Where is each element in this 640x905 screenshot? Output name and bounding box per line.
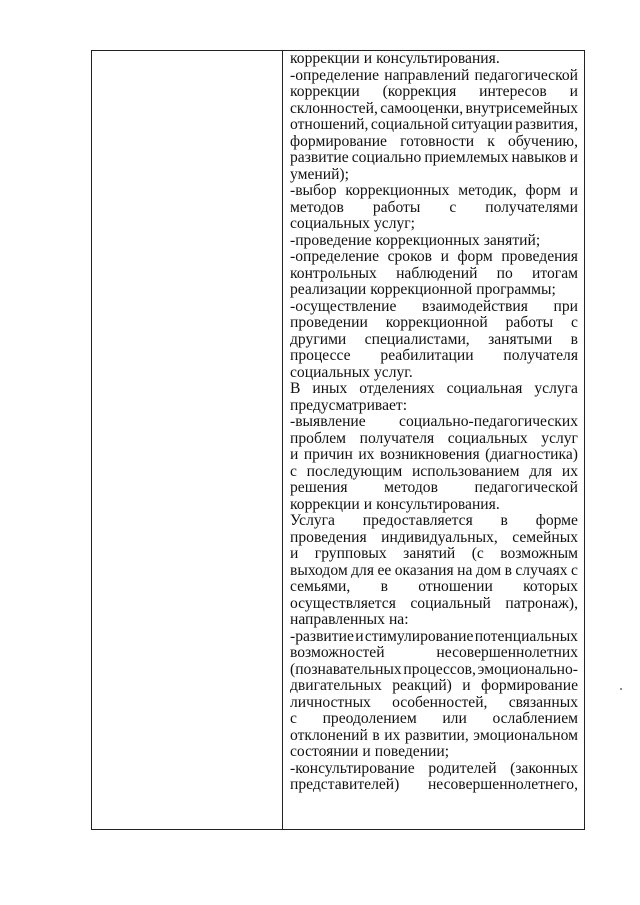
text-line xyxy=(290,167,578,184)
word: личностных xyxy=(290,693,371,711)
text-line xyxy=(290,728,578,745)
word: формирование xyxy=(290,132,387,150)
word: -проведение xyxy=(290,231,372,249)
word: -осуществление xyxy=(290,297,397,315)
word: отделениях xyxy=(359,380,435,397)
word: использованием xyxy=(411,462,520,480)
word: семьями, xyxy=(290,578,351,595)
word: несовершеннолетних xyxy=(436,644,578,661)
word: (законных xyxy=(510,759,578,777)
text-line xyxy=(290,414,578,431)
word: -развитие xyxy=(290,627,354,645)
text-line xyxy=(290,662,578,679)
word: или xyxy=(442,710,467,727)
word: специалистами, xyxy=(364,330,470,348)
word: (познавательных xyxy=(290,660,402,678)
word: индивидуальных, xyxy=(381,528,498,546)
word: в xyxy=(500,512,508,529)
table-right-column xyxy=(283,51,584,829)
word: педагогической xyxy=(474,479,578,496)
word: методов xyxy=(384,479,438,496)
word: реабилитации xyxy=(380,347,474,364)
word: преодолением xyxy=(322,710,417,727)
text-line xyxy=(290,68,578,85)
text-line xyxy=(290,546,578,563)
word: возникновения xyxy=(379,446,480,463)
word: направленных xyxy=(290,611,385,628)
word: реакций) xyxy=(392,677,452,694)
word: предусматривает: xyxy=(290,396,408,414)
text-line xyxy=(290,612,578,629)
word: коррекционной xyxy=(370,281,473,298)
word: развития, xyxy=(515,116,578,133)
word: форм xyxy=(457,248,493,265)
word: склонностей, xyxy=(290,99,378,117)
text-line xyxy=(290,513,578,530)
text-line xyxy=(290,678,578,695)
text-line xyxy=(290,596,578,613)
word: консультирования. xyxy=(376,51,500,67)
word: на xyxy=(457,561,473,579)
word: проведения xyxy=(290,528,367,546)
word: услуга xyxy=(534,380,578,397)
word: коррекции xyxy=(290,51,360,67)
word: к xyxy=(487,132,495,150)
text-line xyxy=(290,761,578,778)
text-line xyxy=(290,629,578,646)
word: иных xyxy=(312,380,348,397)
word: процессов, xyxy=(403,660,476,678)
word: занятий xyxy=(403,545,456,562)
word: социальный xyxy=(410,594,491,612)
text-line xyxy=(290,282,578,299)
word: проведения xyxy=(501,248,578,265)
word: работы xyxy=(505,314,554,331)
word: занятий; xyxy=(483,231,541,249)
word: несовершеннолетнего, xyxy=(427,776,578,793)
word: двигательных xyxy=(290,677,382,694)
text-line xyxy=(290,150,578,167)
word: связанных xyxy=(508,693,578,711)
text-line xyxy=(290,365,578,382)
word: и xyxy=(363,51,373,67)
text-line xyxy=(290,381,578,398)
text-line xyxy=(290,315,578,332)
word: социальная xyxy=(446,380,523,397)
text-line xyxy=(290,299,578,316)
word: ослаблением xyxy=(492,710,578,727)
word: консультирования. xyxy=(376,495,500,513)
word: наблюдений xyxy=(396,264,478,282)
word: и xyxy=(569,149,578,166)
word: отношений, xyxy=(290,116,369,133)
word: и xyxy=(355,627,364,645)
text-line xyxy=(290,233,578,250)
word: осуществляется xyxy=(290,594,396,612)
word: Услуга xyxy=(290,512,335,529)
text-line xyxy=(290,332,578,349)
word: -выбор xyxy=(290,182,337,199)
word: стимулирование xyxy=(364,627,474,645)
text-line xyxy=(290,183,578,200)
text-line xyxy=(290,563,578,580)
word: умений); xyxy=(290,165,349,183)
text-line xyxy=(290,530,578,547)
text-line xyxy=(290,266,578,283)
word: форме xyxy=(535,512,578,529)
text-line xyxy=(290,579,578,596)
word: для xyxy=(529,462,553,480)
word: направлений xyxy=(384,66,470,84)
word: методов xyxy=(290,198,344,216)
word: навыков xyxy=(511,149,567,166)
text-line xyxy=(290,84,578,101)
text-line xyxy=(290,480,578,497)
word: другими xyxy=(290,330,347,348)
word: (коррекция xyxy=(382,83,457,100)
word: социальных xyxy=(290,363,370,381)
word: их xyxy=(384,726,401,744)
word: получателя xyxy=(503,347,578,364)
word: работы xyxy=(372,198,421,216)
word: родителей xyxy=(428,759,497,777)
word: патронаж), xyxy=(505,594,578,612)
text-line xyxy=(290,431,578,448)
word: и xyxy=(363,495,373,513)
word: педагогической xyxy=(474,66,578,84)
word: отклонений xyxy=(290,726,368,744)
word: В xyxy=(290,380,301,397)
word: причин xyxy=(303,446,353,463)
word: развитие xyxy=(290,149,349,166)
word: потенциальных xyxy=(474,627,578,645)
text-line xyxy=(290,249,578,266)
text-line xyxy=(290,51,578,68)
word: в xyxy=(504,561,512,579)
scan-artifact xyxy=(620,688,622,690)
word: ее xyxy=(377,561,392,579)
word: -определение xyxy=(290,248,380,265)
word: групповых xyxy=(314,545,387,562)
word: коррекционной xyxy=(385,314,488,331)
table-left-column xyxy=(92,51,283,829)
word: коррекции xyxy=(290,83,360,100)
word: -определение xyxy=(290,66,380,84)
word: и xyxy=(569,182,578,199)
word: услуг xyxy=(541,429,578,447)
word: процессе xyxy=(290,347,351,364)
word: возможным xyxy=(500,545,578,562)
word: социально-педагогических xyxy=(399,413,578,430)
text-line xyxy=(290,134,578,151)
word: которых xyxy=(523,578,578,595)
word: форм xyxy=(525,182,561,199)
word: коррекции xyxy=(290,495,360,513)
word: случаях xyxy=(515,561,568,579)
word: методик, xyxy=(458,182,517,199)
word: внутрисемейных xyxy=(465,99,578,117)
word: их xyxy=(358,446,375,463)
word: на: xyxy=(388,611,409,628)
word: (диагностика) xyxy=(485,446,578,463)
word: развитии, xyxy=(404,726,469,744)
word: -консультирование xyxy=(290,759,415,777)
word: контрольных xyxy=(290,264,377,282)
word: и xyxy=(440,248,449,265)
word: при xyxy=(553,297,578,315)
word: коррекционных xyxy=(345,182,450,199)
text-line xyxy=(290,117,578,134)
word: итогам xyxy=(532,264,578,282)
word: эмоциональном xyxy=(473,726,578,744)
word: их xyxy=(561,462,578,480)
word: социальной xyxy=(370,116,449,133)
word: взаимодействия xyxy=(422,297,528,315)
word: состоянии xyxy=(290,743,359,760)
word: реализации xyxy=(290,281,367,298)
text-line xyxy=(290,200,578,217)
word: интересов xyxy=(479,83,547,100)
word: и xyxy=(569,83,578,100)
text-line xyxy=(290,398,578,415)
word: получателями xyxy=(485,198,578,216)
word: (с xyxy=(471,545,484,562)
word: социальных xyxy=(290,215,370,232)
word: услуг. xyxy=(373,363,413,381)
text-line xyxy=(290,744,578,761)
word: с xyxy=(290,462,297,480)
word: в xyxy=(372,726,380,744)
text-line xyxy=(290,497,578,514)
word: программы; xyxy=(476,281,556,298)
word: дом xyxy=(475,561,502,579)
word: отношении xyxy=(418,578,493,595)
text-line xyxy=(290,101,578,118)
word: сроков xyxy=(387,248,433,265)
document-table xyxy=(91,50,585,830)
word: и xyxy=(290,545,299,562)
word: и xyxy=(290,446,299,463)
word: в xyxy=(570,330,578,348)
word: социальных xyxy=(447,429,528,447)
word: занятыми xyxy=(488,330,553,348)
text-line xyxy=(290,447,578,464)
word: с xyxy=(571,314,578,331)
word: решения xyxy=(290,479,348,496)
text-line xyxy=(290,216,578,233)
word: и xyxy=(362,743,371,760)
word: особенностей, xyxy=(392,693,488,711)
text-line xyxy=(290,348,578,365)
word: -выявление xyxy=(290,413,366,430)
word: для xyxy=(351,561,375,579)
text-line xyxy=(290,645,578,662)
word: оказания xyxy=(394,561,454,579)
word: готовности xyxy=(400,132,475,150)
word: проведении xyxy=(290,314,368,331)
word: проблем xyxy=(290,429,347,447)
word: приемлемых xyxy=(424,149,509,166)
word: с xyxy=(449,198,457,216)
text-line xyxy=(290,695,578,712)
word: предоставляется xyxy=(362,512,473,529)
word: коррекционных xyxy=(375,231,480,249)
word: ситуации xyxy=(451,116,513,133)
text-line xyxy=(290,711,578,728)
word: эмоционально- xyxy=(477,660,578,678)
word: с xyxy=(571,561,578,579)
word: самооценки, xyxy=(380,99,464,117)
service-description-text xyxy=(290,51,578,794)
text-line xyxy=(290,777,578,794)
word: получателя xyxy=(359,429,435,447)
word: последующим xyxy=(306,462,403,480)
word: услуг; xyxy=(373,215,416,232)
word: по xyxy=(496,264,513,282)
word: социально xyxy=(351,149,422,166)
word: выходом xyxy=(290,561,348,579)
word: и xyxy=(462,677,471,694)
word: в xyxy=(380,578,388,595)
word: возможностей xyxy=(290,644,385,661)
word: обучению, xyxy=(508,132,578,150)
word: формирование xyxy=(481,677,578,694)
word: поведении; xyxy=(374,743,450,760)
word: представителей) xyxy=(290,776,400,793)
word: с xyxy=(290,710,297,727)
text-line xyxy=(290,464,578,481)
word: семейных xyxy=(512,528,578,546)
